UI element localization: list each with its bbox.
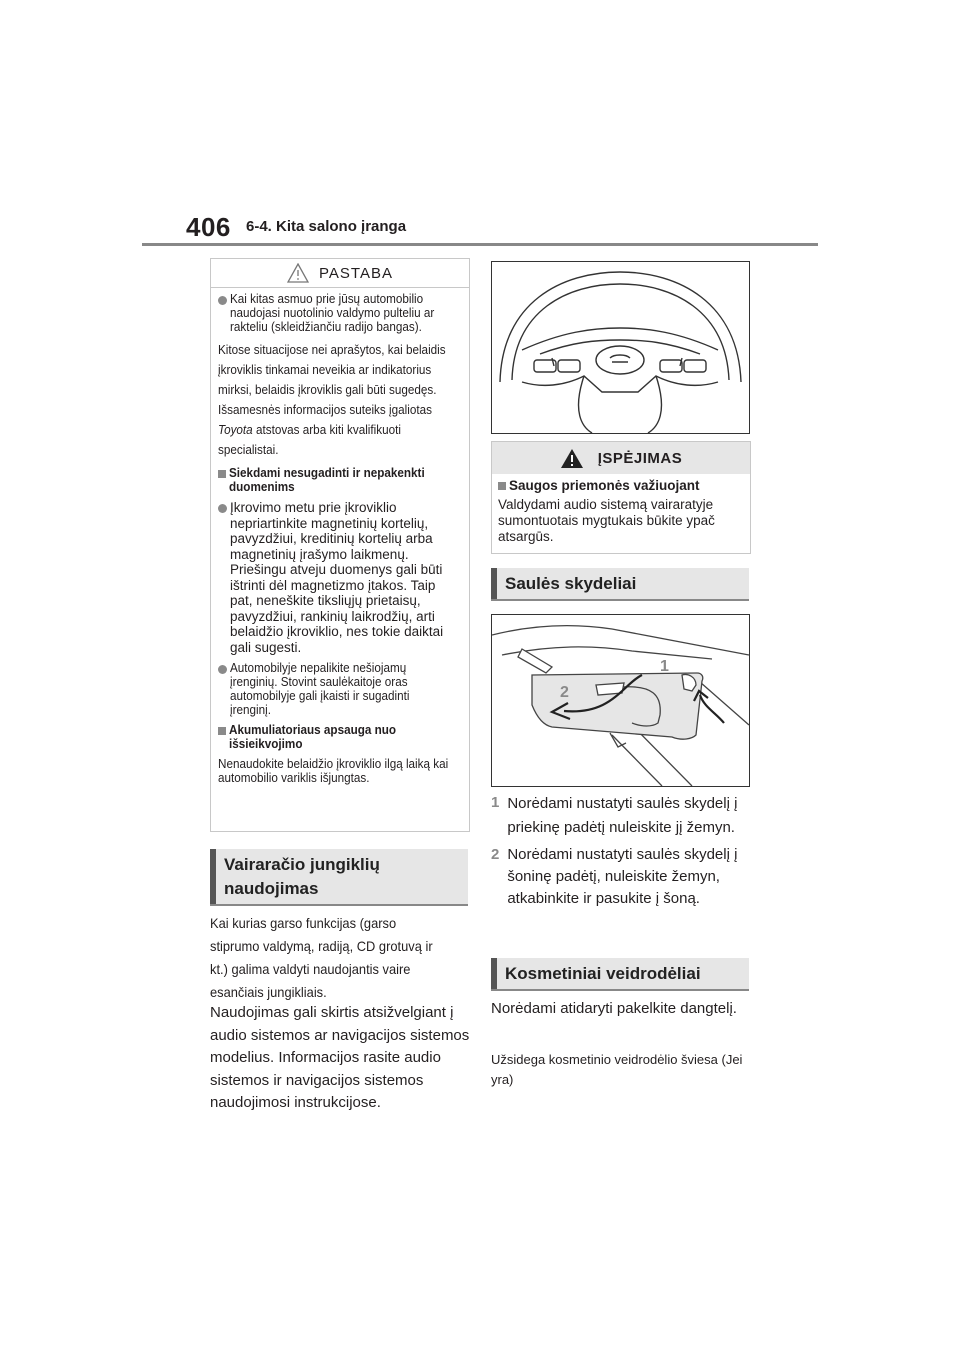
bullet-square-icon: [218, 727, 226, 735]
section-heading-steering: Vairaračio jungiklių naudojimas: [210, 849, 468, 904]
section-heading-sunvisor: Saulės skydeliai: [491, 568, 749, 599]
sunvisor-steps: [491, 792, 751, 914]
page-number: 406: [186, 212, 231, 242]
step-text: Norėdami nustatyti saulės skydelį į šoninę padėtį, nuleiskite žemyn, atkabinkite ir pasukite į šoną.: [507, 846, 738, 907]
caution-triangle-icon: [287, 263, 309, 283]
bullet-dot-icon: [218, 665, 227, 674]
sunvisor-illustration: [492, 615, 749, 786]
section-heading-mirrors: Kosmetiniai veidrodėliai: [491, 958, 749, 989]
bullet-dot-icon: [218, 504, 227, 513]
steering-wheel-figure: [491, 261, 750, 434]
warning-text: Valdydami audio sistemą vairaratyje sumontuotais mygtukais būkite ypač atsargūs.: [498, 497, 715, 544]
step-number: 2: [491, 846, 500, 863]
mirrors-paragraph: Norėdami atidaryti pakelkite dangtelį.: [491, 1000, 737, 1017]
heading-rule: [491, 989, 749, 991]
bullet-square-icon: [218, 470, 226, 478]
bullet-square-icon: [498, 482, 506, 490]
note-box: [210, 258, 470, 832]
brand-name: Toyota: [218, 422, 253, 437]
step-item: [491, 844, 751, 910]
note-header: [211, 259, 469, 288]
note-subheading: Siekdami nesugadinti ir nepakenkti duomenims: [218, 466, 459, 494]
mirrors-subparagraph: Užsidega kosmetinio veidrodėlio šviesa (Jei yra): [491, 1052, 743, 1087]
warning-triangle-icon: [560, 448, 584, 469]
note-item-text: Kai kitas asmuo prie jūsų automobilio naudojasi nuotolinio valdymo pulteliu ar rakteliu (skleidžiančiu radijo bangas).: [230, 291, 435, 334]
bullet-dot-icon: [218, 296, 227, 305]
note-item-text: Automobilyje nepalikite nešiojamų įrenginių. Stovint saulėkaitoje oras automobilyje gali įkaisti ir sugadinti įrenginį.: [230, 660, 410, 717]
heading-rule: [210, 904, 468, 906]
warning-title: ĮSPĖJIMAS: [597, 449, 683, 467]
warning-box: [491, 441, 751, 554]
steering-wheel-illustration: [492, 262, 749, 433]
heading-rule: [491, 599, 749, 601]
sunvisor-figure: [491, 614, 750, 787]
note-title: PASTABA: [319, 264, 393, 282]
note-paragraph: Kitose situacijose nei aprašytos, kai belaidis įkroviklis tinkamai neveikia ar indikatorius mirksi, belaidis įkroviklis gali būti sugedęs. Išsamesnės informacijos suteiks įgaliotas Toyota atstovas arba kiti kvalifikuoti specialistai.: [218, 342, 446, 457]
step-number: 1: [491, 794, 500, 811]
warning-subheading: Saugos priemonės važiuojant: [498, 478, 744, 494]
steering-paragraph-2: Naudojimas gali skirtis atsižvelgiant į audio sistemos ar navigacijos sistemos modelius. Informacijos rasite audio sistemos ir navigacijos sistemos naudojimosi instrukcijose.: [210, 1004, 470, 1111]
section-title: 6-4. Kita salono įranga: [246, 218, 407, 235]
note-item-text: Įkrovimo metu prie įkroviklio nepriartinkite magnetinių kortelių, pavyzdžiui, kreditinių kortelių arba magnetinių įrašymo laikmenų. Priešingu atveju duomenys gali būti ištrinti dėl magnetizmo įtakos. Taip pat, neneškite tiksliųjų prietaisų, pavyzdžiui, rankinių laikrodžių, arti belaidžio įkroviklio, nes tokie daiktai gali sugesti.: [230, 500, 444, 655]
note-subheading: Akumuliatoriaus apsauga nuo išsieikvojimo: [218, 723, 459, 751]
note-paragraph: Nenaudokite belaidžio įkroviklio ilgą laiką kai automobilio variklis išjungtas.: [218, 756, 449, 785]
figure-label-2: 2: [560, 684, 569, 701]
warning-header: [492, 442, 750, 474]
figure-label-1: 1: [660, 658, 669, 675]
step-text: Norėdami nustatyti saulės skydelį į priekinę padėtį nuleiskite jį žemyn.: [507, 795, 738, 836]
step-item: [491, 792, 751, 840]
steering-paragraph-1: Kai kurias garso funkcijas (garso stiprumo valdymą, radiją, CD grotuvą ir kt.) galima valdyti naudojantis vaire esančiais jungikliais.: [210, 915, 433, 1000]
note-item: [218, 292, 459, 334]
header-rule: [142, 243, 818, 246]
note-item: [218, 661, 459, 717]
note-item: [218, 500, 459, 655]
